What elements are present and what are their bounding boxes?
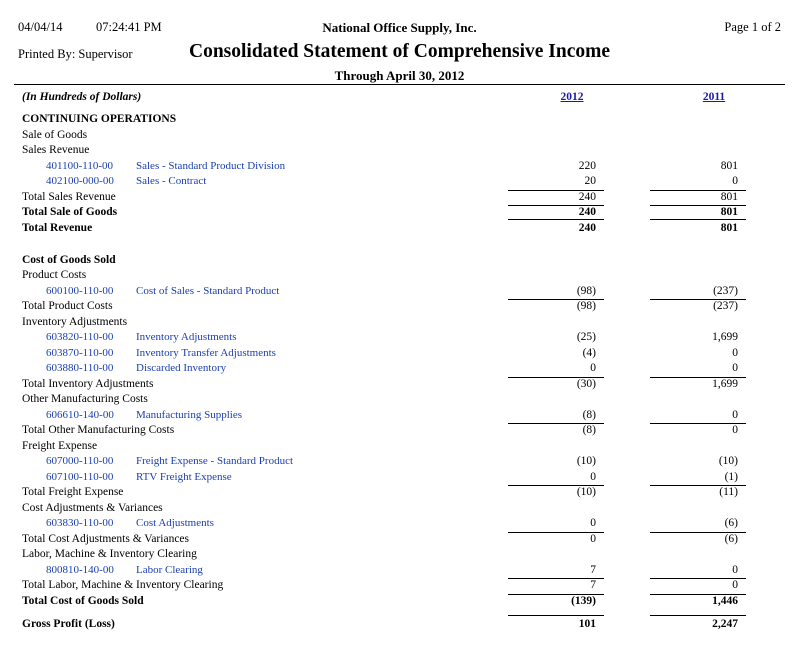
- account-name[interactable]: Inventory Transfer Adjustments: [136, 346, 276, 359]
- value-year2: (11): [719, 486, 738, 498]
- value-year2: 2,247: [712, 618, 738, 630]
- report-header: [0, 0, 799, 84]
- group-label: Product Costs: [22, 269, 87, 281]
- spacer: [0, 610, 799, 618]
- account-row: [0, 455, 799, 471]
- units-note: (In Hundreds of Dollars): [22, 91, 142, 103]
- total-rule: [650, 615, 746, 616]
- subtotal-label: Total Product Costs: [22, 300, 113, 312]
- value-year1: 240: [578, 190, 596, 203]
- value-year2: (6): [724, 532, 738, 545]
- subtotal-label: Total Other Manufacturing Costs: [22, 424, 175, 436]
- section-label: CONTINUING OPERATIONS: [22, 113, 177, 125]
- value-year1: 0: [590, 362, 596, 374]
- account-number[interactable]: 607000-110-00: [46, 455, 114, 467]
- value-year2: 0: [732, 579, 738, 591]
- total-rule: [508, 219, 604, 220]
- report-date: 04/04/14: [18, 20, 63, 34]
- value-year1: 101: [578, 618, 596, 630]
- value-year1: 0: [590, 470, 596, 483]
- value-year1: (10): [576, 455, 596, 467]
- value-year1: (139): [571, 594, 596, 607]
- account-name[interactable]: Discarded Inventory: [136, 362, 227, 374]
- subtotal-label: Total Inventory Adjustments: [22, 377, 154, 390]
- value-year2: (237): [713, 300, 738, 312]
- column-header-row: [0, 89, 799, 111]
- account-name[interactable]: Manufacturing Supplies: [136, 408, 243, 421]
- value-year1: 240: [578, 206, 596, 218]
- report-time: 07:24:41 PM: [96, 20, 162, 34]
- account-name[interactable]: Inventory Adjustments: [136, 331, 237, 343]
- account-number[interactable]: 600100-110-00: [46, 284, 114, 297]
- value-year2: 801: [720, 190, 738, 203]
- value-year2: (237): [713, 284, 738, 297]
- account-name[interactable]: Cost of Sales - Standard Product: [136, 284, 280, 297]
- account-number[interactable]: 607100-110-00: [46, 470, 114, 483]
- value-year2: (10): [718, 455, 738, 467]
- grand-total-label: Total Revenue: [22, 221, 93, 234]
- value-year1: 0: [590, 532, 596, 545]
- value-year1: (25): [576, 331, 596, 343]
- report-body: [0, 113, 799, 636]
- group-label: Other Manufacturing Costs: [22, 393, 148, 405]
- value-year1: 0: [590, 517, 596, 529]
- report-period: Through April 30, 2012: [334, 68, 465, 83]
- value-year2: 801: [720, 221, 738, 234]
- value-year2: (1): [724, 470, 738, 483]
- account-number[interactable]: 603820-110-00: [46, 331, 114, 343]
- account-row: [0, 471, 799, 487]
- header-divider: [14, 84, 785, 85]
- value-year1: 7: [590, 579, 596, 591]
- value-year1: 220: [578, 159, 596, 172]
- value-year1: (30): [576, 377, 596, 390]
- account-row: [0, 409, 799, 425]
- account-name[interactable]: RTV Freight Expense: [136, 470, 232, 483]
- total-rule: [650, 219, 746, 220]
- subtotal-label: Total Sales Revenue: [22, 190, 116, 203]
- account-number[interactable]: 603830-110-00: [46, 517, 114, 529]
- value-year1: (10): [576, 486, 596, 498]
- column-header-year2: 2011: [702, 91, 726, 103]
- account-row: [0, 160, 799, 176]
- group-label: Labor, Machine & Inventory Clearing: [22, 548, 197, 560]
- account-number[interactable]: 401100-110-00: [46, 159, 114, 172]
- total-rule: [508, 615, 604, 616]
- account-name[interactable]: Freight Expense - Standard Product: [136, 455, 294, 467]
- page-title: Consolidated Statement of Comprehensive Income: [188, 41, 611, 62]
- account-row: [0, 175, 799, 191]
- account-name[interactable]: Cost Adjustments: [136, 517, 214, 529]
- account-number[interactable]: 603880-110-00: [46, 362, 114, 374]
- subtotal-label: Total Cost Adjustments & Variances: [22, 532, 189, 545]
- value-year2: 1,699: [712, 331, 738, 343]
- spacer: [0, 240, 799, 254]
- value-year2: 801: [720, 159, 738, 172]
- value-year2: 1,699: [712, 377, 738, 390]
- account-row: [0, 362, 799, 378]
- subtotal-label: Total Freight Expense: [22, 486, 124, 498]
- value-year2: (6): [724, 517, 738, 529]
- value-year1: 240: [578, 221, 596, 234]
- section-heading: Cost of Goods Sold: [22, 253, 116, 266]
- value-year1: (4): [582, 346, 596, 359]
- group-label: Cost Adjustments & Variances: [22, 501, 163, 514]
- value-year2: 0: [732, 346, 738, 359]
- value-year2: 0: [732, 408, 738, 421]
- account-row: [0, 331, 799, 347]
- group-label: Sales Revenue: [22, 144, 90, 156]
- account-number[interactable]: 402100-000-00: [46, 175, 114, 187]
- value-year1: (8): [582, 408, 596, 421]
- company-name: National Office Supply, Inc.: [322, 20, 477, 35]
- account-row: [0, 564, 799, 580]
- value-year1: 20: [584, 175, 596, 187]
- value-year2: 0: [732, 362, 738, 374]
- group-label: Sale of Goods: [22, 128, 88, 141]
- total-label: Total Cost of Goods Sold: [22, 594, 144, 607]
- page-indicator: Page 1 of 2: [724, 20, 781, 34]
- column-header-year1: 2012: [560, 91, 584, 103]
- value-year2: 801: [720, 206, 738, 218]
- account-number[interactable]: 800810-140-00: [46, 563, 114, 576]
- value-year1: 7: [590, 563, 596, 576]
- group-label: Inventory Adjustments: [22, 315, 128, 328]
- subtotal-label: Total Labor, Machine & Inventory Clearing: [22, 579, 224, 591]
- value-year2: 1,446: [712, 594, 738, 607]
- account-row: [0, 347, 799, 363]
- account-name[interactable]: Sales - Contract: [136, 175, 207, 187]
- value-year2: 0: [732, 175, 738, 187]
- value-year1: (98): [576, 284, 596, 297]
- account-number[interactable]: 603870-110-00: [46, 346, 114, 359]
- account-name[interactable]: Labor Clearing: [136, 563, 203, 576]
- account-name[interactable]: Sales - Standard Product Division: [136, 159, 286, 172]
- value-year2: 0: [732, 424, 738, 436]
- grand-total-label: Gross Profit (Loss): [22, 618, 115, 630]
- value-year2: 0: [732, 563, 738, 576]
- group-label: Freight Expense: [22, 439, 98, 452]
- account-number[interactable]: 606610-140-00: [46, 408, 114, 421]
- account-row: [0, 517, 799, 533]
- account-row: [0, 285, 799, 301]
- value-year1: (98): [576, 300, 596, 312]
- total-label: Total Sale of Goods: [22, 206, 118, 218]
- value-year1: (8): [582, 424, 596, 436]
- printed-by: Printed By: Supervisor: [18, 47, 133, 61]
